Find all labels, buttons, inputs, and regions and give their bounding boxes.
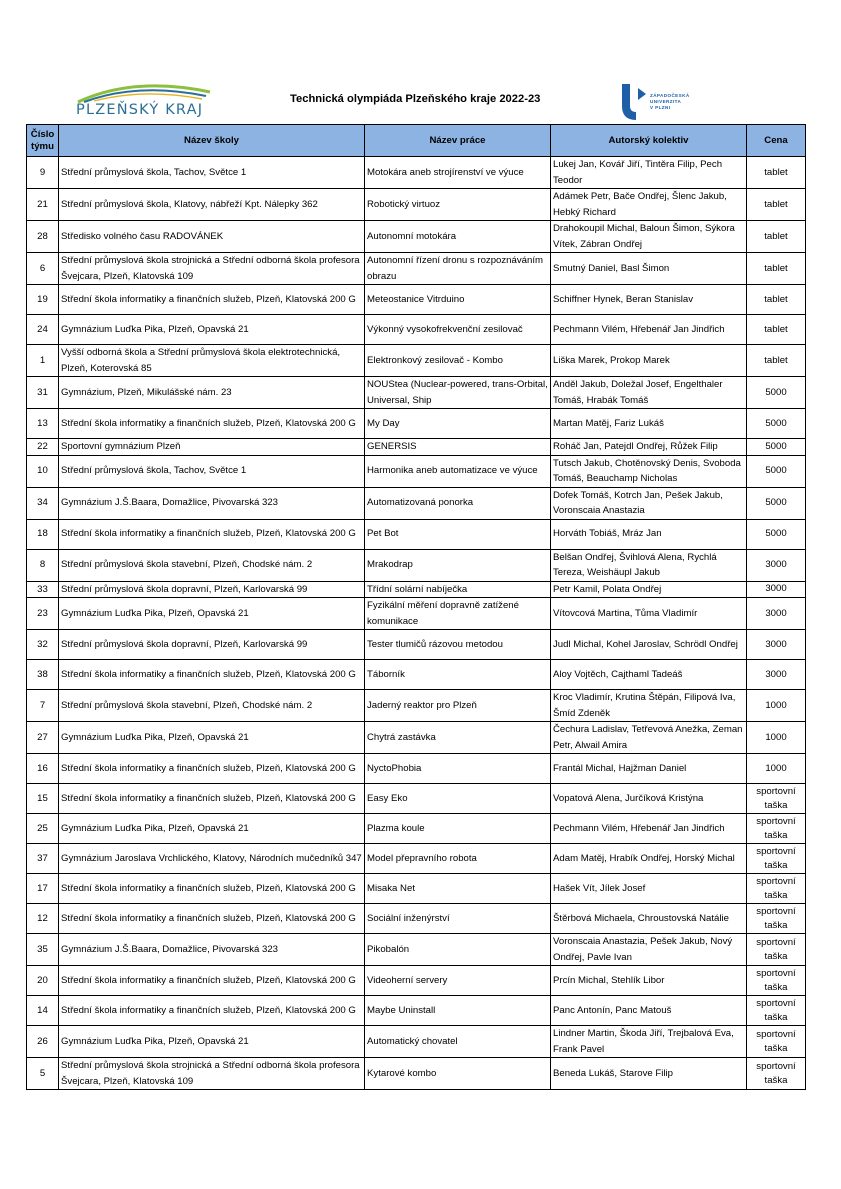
cell-authors: Smutný Daniel, Basl Šimon bbox=[551, 253, 747, 285]
cell-authors: Tutsch Jakub, Chotěnovský Denis, Svoboda Tomáš, Beauchamp Nicholas bbox=[551, 455, 747, 487]
table-row bbox=[27, 784, 806, 814]
cell-team-number: 8 bbox=[27, 549, 59, 581]
cell-team-number: 12 bbox=[27, 904, 59, 934]
table-row bbox=[27, 904, 806, 934]
cell-team-number: 28 bbox=[27, 221, 59, 253]
cell-work-title: Chytrá zastávka bbox=[365, 722, 551, 754]
cell-prize: 3000 bbox=[747, 660, 806, 690]
cell-school-name: Střední škola informatiky a finančních služeb, Plzeň, Klatovská 200 G bbox=[59, 660, 365, 690]
cell-school-name: Střední průmyslová škola, Tachov, Světce 1 bbox=[59, 455, 365, 487]
cell-authors: Schiffner Hynek, Beran Stanislav bbox=[551, 285, 747, 315]
cell-prize: sportovní taška bbox=[747, 966, 806, 996]
cell-prize: sportovní taška bbox=[747, 844, 806, 874]
logo-text: PLZEŇSKÝ KRAJ bbox=[76, 102, 204, 118]
cell-prize: sportovní taška bbox=[747, 1058, 806, 1090]
cell-authors: Prcín Michal, Stehlík Libor bbox=[551, 966, 747, 996]
cell-authors: Roháč Jan, Patejdl Ondřej, Růžek Filip bbox=[551, 439, 747, 456]
cell-authors: Belšan Ondřej, Švihlová Alena, Rychlá Tereza, Weishäupl Jakub bbox=[551, 549, 747, 581]
cell-team-number: 24 bbox=[27, 315, 59, 345]
cell-team-number: 9 bbox=[27, 157, 59, 189]
table-row bbox=[27, 1026, 806, 1058]
cell-team-number: 6 bbox=[27, 253, 59, 285]
table-row bbox=[27, 754, 806, 784]
cell-work-title: Maybe Uninstall bbox=[365, 996, 551, 1026]
cell-team-number: 27 bbox=[27, 722, 59, 754]
cell-prize: 5000 bbox=[747, 377, 806, 409]
table-row bbox=[27, 455, 806, 487]
cell-work-title: Autonomní řízení dronu s rozpoznáváním obrazu bbox=[365, 253, 551, 285]
cell-team-number: 32 bbox=[27, 630, 59, 660]
cell-team-number: 33 bbox=[27, 581, 59, 598]
cell-school-name: Střední škola informatiky a finančních služeb, Plzeň, Klatovská 200 G bbox=[59, 409, 365, 439]
cell-prize: sportovní taška bbox=[747, 814, 806, 844]
cell-authors: Adámek Petr, Bače Ondřej, Šlenc Jakub, Hebký Richard bbox=[551, 189, 747, 221]
document-title: Technická olympiáda Plzeňského kraje 2022-23 bbox=[290, 93, 541, 105]
logo-swoosh-icon bbox=[74, 80, 214, 104]
cell-school-name: Gymnázium Luďka Pika, Plzeň, Opavská 21 bbox=[59, 1026, 365, 1058]
cell-authors: Vítovcová Martina, Tůma Vladimír bbox=[551, 598, 747, 630]
cell-work-title: Pet Bot bbox=[365, 519, 551, 549]
cell-team-number: 14 bbox=[27, 996, 59, 1026]
table-row bbox=[27, 630, 806, 660]
cell-prize: tablet bbox=[747, 157, 806, 189]
cell-work-title: Táborník bbox=[365, 660, 551, 690]
page-header bbox=[26, 78, 806, 124]
cell-team-number: 38 bbox=[27, 660, 59, 690]
column-header-team: Číslo týmu bbox=[27, 125, 59, 157]
cell-team-number: 16 bbox=[27, 754, 59, 784]
cell-prize: tablet bbox=[747, 189, 806, 221]
cell-authors: Panc Antonín, Panc Matouš bbox=[551, 996, 747, 1026]
table-row bbox=[27, 1058, 806, 1090]
cell-team-number: 35 bbox=[27, 934, 59, 966]
column-header-work: Název práce bbox=[365, 125, 551, 157]
table-row bbox=[27, 519, 806, 549]
cell-prize: 5000 bbox=[747, 439, 806, 456]
cell-team-number: 7 bbox=[27, 690, 59, 722]
cell-authors: Čechura Ladislav, Tetřevová Anežka, Zeman Petr, Alwail Amira bbox=[551, 722, 747, 754]
cell-work-title: Model přepravního robota bbox=[365, 844, 551, 874]
cell-prize: 5000 bbox=[747, 409, 806, 439]
table-row bbox=[27, 814, 806, 844]
cell-school-name: Gymnázium Luďka Pika, Plzeň, Opavská 21 bbox=[59, 315, 365, 345]
cell-authors: Martan Matěj, Fariz Lukáš bbox=[551, 409, 747, 439]
table-row bbox=[27, 844, 806, 874]
cell-prize: tablet bbox=[747, 221, 806, 253]
cell-prize: sportovní taška bbox=[747, 934, 806, 966]
table-row bbox=[27, 345, 806, 377]
table-row bbox=[27, 157, 806, 189]
cell-school-name: Střední průmyslová škola, Tachov, Světce 1 bbox=[59, 157, 365, 189]
cell-school-name: Střední škola informatiky a finančních služeb, Plzeň, Klatovská 200 G bbox=[59, 285, 365, 315]
table-row bbox=[27, 315, 806, 345]
cell-authors: Pechmann Vilém, Hřebenář Jan Jindřich bbox=[551, 814, 747, 844]
cell-team-number: 34 bbox=[27, 487, 59, 519]
cell-prize: 5000 bbox=[747, 519, 806, 549]
cell-work-title: Automatizovaná ponorka bbox=[365, 487, 551, 519]
cell-authors: Štěrbová Michaela, Chroustovská Natálie bbox=[551, 904, 747, 934]
cell-prize: sportovní taška bbox=[747, 996, 806, 1026]
cell-work-title: Misaka Net bbox=[365, 874, 551, 904]
table-row bbox=[27, 690, 806, 722]
cell-authors: Voronscaia Anastazia, Pešek Jakub, Nový Ondřej, Pavle Ivan bbox=[551, 934, 747, 966]
cell-prize: 1000 bbox=[747, 690, 806, 722]
cell-work-title: My Day bbox=[365, 409, 551, 439]
table-row bbox=[27, 966, 806, 996]
cell-authors: Vopatová Alena, Jurčíková Kristýna bbox=[551, 784, 747, 814]
cell-work-title: Kytarové kombo bbox=[365, 1058, 551, 1090]
cell-prize: tablet bbox=[747, 285, 806, 315]
cell-school-name: Gymnázium, Plzeň, Mikulášské nám. 23 bbox=[59, 377, 365, 409]
column-header-authors: Autorský kolektiv bbox=[551, 125, 747, 157]
cell-team-number: 23 bbox=[27, 598, 59, 630]
cell-prize: 5000 bbox=[747, 487, 806, 519]
cell-work-title: Elektronkový zesilovač - Kombo bbox=[365, 345, 551, 377]
cell-work-title: Harmonika aneb automatizace ve výuce bbox=[365, 455, 551, 487]
cell-school-name: Sportovní gymnázium Plzeň bbox=[59, 439, 365, 456]
cell-prize: sportovní taška bbox=[747, 874, 806, 904]
cell-authors: Lukej Jan, Kovář Jiří, Tintěra Filip, Pech Teodor bbox=[551, 157, 747, 189]
cell-school-name: Střední škola informatiky a finančních služeb, Plzeň, Klatovská 200 G bbox=[59, 519, 365, 549]
cell-school-name: Střední škola informatiky a finančních služeb, Plzeň, Klatovská 200 G bbox=[59, 874, 365, 904]
cell-team-number: 19 bbox=[27, 285, 59, 315]
cell-school-name: Gymnázium Luďka Pika, Plzeň, Opavská 21 bbox=[59, 814, 365, 844]
table-row bbox=[27, 722, 806, 754]
table-row bbox=[27, 996, 806, 1026]
cell-authors: Pechmann Vilém, Hřebenář Jan Jindřich bbox=[551, 315, 747, 345]
cell-work-title: Robotický virtuoz bbox=[365, 189, 551, 221]
cell-authors: Dofek Tomáš, Kotrch Jan, Pešek Jakub, Voronscaia Anastazia bbox=[551, 487, 747, 519]
cell-team-number: 21 bbox=[27, 189, 59, 221]
table-row bbox=[27, 487, 806, 519]
cell-authors: Kroc Vladimír, Krutina Štěpán, Filipová Iva, Šmíd Zdeněk bbox=[551, 690, 747, 722]
cell-prize: 3000 bbox=[747, 549, 806, 581]
cell-prize: 3000 bbox=[747, 581, 806, 598]
cell-team-number: 20 bbox=[27, 966, 59, 996]
cell-school-name: Střední průmyslová škola, Klatovy, nábřeží Kpt. Nálepky 362 bbox=[59, 189, 365, 221]
cell-team-number: 17 bbox=[27, 874, 59, 904]
cell-school-name: Střední škola informatiky a finančních služeb, Plzeň, Klatovská 200 G bbox=[59, 904, 365, 934]
zcu-emblem-icon bbox=[620, 82, 648, 124]
cell-school-name: Střední průmyslová škola dopravní, Plzeň, Karlovarská 99 bbox=[59, 581, 365, 598]
cell-authors: Hašek Vít, Jílek Josef bbox=[551, 874, 747, 904]
cell-school-name: Střední průmyslová škola strojnická a Střední odborná škola profesora Švejcara, Plzeň, Klatovská 109 bbox=[59, 253, 365, 285]
cell-authors: Judl Michal, Kohel Jaroslav, Schrödl Ondřej bbox=[551, 630, 747, 660]
cell-prize: sportovní taška bbox=[747, 904, 806, 934]
table-row bbox=[27, 377, 806, 409]
cell-team-number: 1 bbox=[27, 345, 59, 377]
cell-school-name: Střední škola informatiky a finančních služeb, Plzeň, Klatovská 200 G bbox=[59, 996, 365, 1026]
cell-team-number: 18 bbox=[27, 519, 59, 549]
cell-team-number: 15 bbox=[27, 784, 59, 814]
cell-team-number: 37 bbox=[27, 844, 59, 874]
cell-school-name: Středisko volného času RADOVÁNEK bbox=[59, 221, 365, 253]
cell-prize: sportovní taška bbox=[747, 784, 806, 814]
table-row bbox=[27, 549, 806, 581]
cell-authors: Adam Matěj, Hrabík Ondřej, Horský Michal bbox=[551, 844, 747, 874]
table-row bbox=[27, 660, 806, 690]
cell-work-title: NyctoPhobia bbox=[365, 754, 551, 784]
zcu-logo bbox=[620, 82, 720, 124]
cell-authors: Beneda Lukáš, Starove Filip bbox=[551, 1058, 747, 1090]
cell-authors: Anděl Jakub, Doležal Josef, Engelthaler Tomáš, Hrabák Tomáš bbox=[551, 377, 747, 409]
cell-work-title: Pikobalón bbox=[365, 934, 551, 966]
cell-school-name: Gymnázium J.Š.Baara, Domažlice, Pivovarská 323 bbox=[59, 487, 365, 519]
cell-school-name: Gymnázium J.Š.Baara, Domažlice, Pivovarská 323 bbox=[59, 934, 365, 966]
table-row bbox=[27, 285, 806, 315]
cell-prize: 3000 bbox=[747, 598, 806, 630]
cell-work-title: Fyzikální měření dopravně zatížené komunikace bbox=[365, 598, 551, 630]
cell-prize: tablet bbox=[747, 345, 806, 377]
cell-authors: Lindner Martin, Škoda Jiří, Trejbalová Eva, Frank Pavel bbox=[551, 1026, 747, 1058]
table-row bbox=[27, 439, 806, 456]
cell-work-title: Sociální inženýrství bbox=[365, 904, 551, 934]
cell-work-title: Jaderný reaktor pro Plzeň bbox=[365, 690, 551, 722]
cell-authors: Liška Marek, Prokop Marek bbox=[551, 345, 747, 377]
cell-school-name: Gymnázium Luďka Pika, Plzeň, Opavská 21 bbox=[59, 598, 365, 630]
cell-prize: 1000 bbox=[747, 722, 806, 754]
cell-team-number: 10 bbox=[27, 455, 59, 487]
cell-prize: 1000 bbox=[747, 754, 806, 784]
cell-work-title: Autonomní motokára bbox=[365, 221, 551, 253]
cell-authors: Petr Kamil, Polata Ondřej bbox=[551, 581, 747, 598]
cell-school-name: Vyšší odborná škola a Střední průmyslová škola elektrotechnická, Plzeň, Koterovská 85 bbox=[59, 345, 365, 377]
cell-prize: tablet bbox=[747, 253, 806, 285]
cell-work-title: Videoherní servery bbox=[365, 966, 551, 996]
cell-team-number: 26 bbox=[27, 1026, 59, 1058]
cell-work-title: Výkonný vysokofrekvenční zesilovač bbox=[365, 315, 551, 345]
cell-prize: sportovní taška bbox=[747, 1026, 806, 1058]
cell-work-title: Automatický chovatel bbox=[365, 1026, 551, 1058]
cell-work-title: GENERSIS bbox=[365, 439, 551, 456]
column-header-prize: Cena bbox=[747, 125, 806, 157]
cell-prize: 3000 bbox=[747, 630, 806, 660]
plzensky-kraj-logo bbox=[74, 80, 214, 124]
cell-work-title: Meteostanice Vitrduino bbox=[365, 285, 551, 315]
table-row bbox=[27, 934, 806, 966]
cell-school-name: Střední průmyslová škola strojnická a Střední odborná škola profesora Švejcara, Plzeň, Klatovská 109 bbox=[59, 1058, 365, 1090]
zcu-name: ZÁPADOČESKÁ UNIVERZITA V PLZNI bbox=[650, 93, 690, 110]
table-row bbox=[27, 253, 806, 285]
table-row bbox=[27, 874, 806, 904]
cell-work-title: Easy Eko bbox=[365, 784, 551, 814]
cell-team-number: 13 bbox=[27, 409, 59, 439]
cell-authors: Drahokoupil Michal, Baloun Šimon, Sýkora Vítek, Zábran Ondřej bbox=[551, 221, 747, 253]
cell-team-number: 25 bbox=[27, 814, 59, 844]
cell-team-number: 31 bbox=[27, 377, 59, 409]
table-header-row bbox=[27, 125, 806, 157]
cell-school-name: Střední průmyslová škola stavební, Plzeň, Chodské nám. 2 bbox=[59, 549, 365, 581]
table-row bbox=[27, 581, 806, 598]
cell-work-title: Plazma koule bbox=[365, 814, 551, 844]
table-row bbox=[27, 409, 806, 439]
table-row bbox=[27, 221, 806, 253]
cell-team-number: 5 bbox=[27, 1058, 59, 1090]
results-table bbox=[26, 124, 806, 1090]
cell-school-name: Střední průmyslová škola dopravní, Plzeň, Karlovarská 99 bbox=[59, 630, 365, 660]
cell-school-name: Gymnázium Luďka Pika, Plzeň, Opavská 21 bbox=[59, 722, 365, 754]
cell-work-title: Mrakodrap bbox=[365, 549, 551, 581]
cell-team-number: 22 bbox=[27, 439, 59, 456]
cell-prize: 5000 bbox=[747, 455, 806, 487]
cell-authors: Horváth Tobiáš, Mráz Jan bbox=[551, 519, 747, 549]
cell-work-title: Tester tlumičů rázovou metodou bbox=[365, 630, 551, 660]
column-header-school: Název školy bbox=[59, 125, 365, 157]
cell-prize: tablet bbox=[747, 315, 806, 345]
cell-work-title: Třídní solární nabíječka bbox=[365, 581, 551, 598]
cell-school-name: Střední škola informatiky a finančních služeb, Plzeň, Klatovská 200 G bbox=[59, 784, 365, 814]
table-row bbox=[27, 598, 806, 630]
cell-authors: Frantál Michal, Hajžman Daniel bbox=[551, 754, 747, 784]
cell-school-name: Střední škola informatiky a finančních služeb, Plzeň, Klatovská 200 G bbox=[59, 966, 365, 996]
cell-work-title: Motokára aneb strojírenství ve výuce bbox=[365, 157, 551, 189]
cell-school-name: Střední škola informatiky a finančních služeb, Plzeň, Klatovská 200 G bbox=[59, 754, 365, 784]
cell-authors: Aloy Vojtěch, Cajthaml Tadeáš bbox=[551, 660, 747, 690]
cell-school-name: Střední průmyslová škola stavební, Plzeň, Chodské nám. 2 bbox=[59, 690, 365, 722]
table-row bbox=[27, 189, 806, 221]
cell-work-title: NOUStea (Nuclear-powered, trans-Orbital, Universal, Ship bbox=[365, 377, 551, 409]
cell-school-name: Gymnázium Jaroslava Vrchlického, Klatovy, Národních mučedníků 347 bbox=[59, 844, 365, 874]
